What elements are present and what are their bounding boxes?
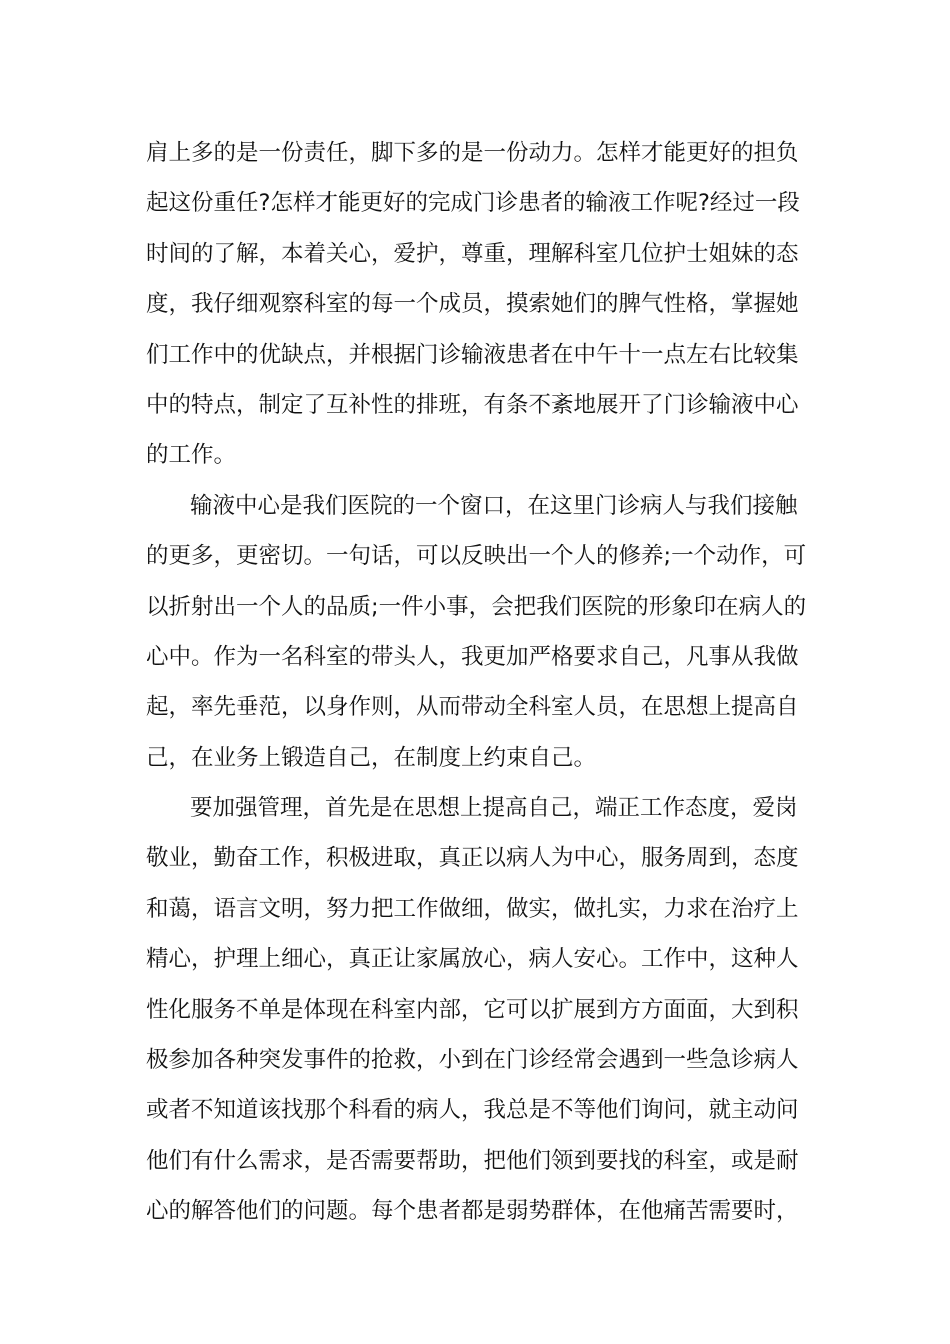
text-line: 输液中心是我们医院的一个窗口，在这里门诊病人与我们接触 [190,492,798,519]
text-line: 心中。作为一名科室的带头人，我更加严格要求自己，凡事从我做 [146,643,799,670]
text-line: 或者不知道该找那个科看的病人，我总是不等他们询问，就主动问 [146,1097,799,1124]
text-line: 性化服务不单是体现在科室内部，它可以扩展到方方面面，大到积 [146,996,799,1023]
text-line: 起这份重任?怎样才能更好的完成门诊患者的输液工作呢?经过一段 [146,190,800,217]
text-line: 和蔼，语言文明，努力把工作做细，做实，做扎实，力求在治疗上 [146,895,799,922]
paragraph-3 [146,783,806,1237]
text-line: 起，率先垂范，以身作则，从而带动全科室人员，在思想上提高自 [146,694,799,721]
text-line: 极参加各种突发事件的抢救，小到在门诊经常会遇到一些急诊病人 [146,1047,799,1074]
text-line: 肩上多的是一份责任，脚下多的是一份动力。怎样才能更好的担负 [146,140,799,166]
text-line: 中的特点，制定了互补性的排班，有条不紊地展开了门诊输液中心 [146,391,799,418]
text-line: 以折射出一个人的品质;一件小事，会把我们医院的形象印在病人的 [146,593,807,620]
text-line: 们工作中的优缺点，并根据门诊输液患者在中午十一点左右比较集 [146,341,799,368]
text-line: 他们有什么需求，是否需要帮助，把他们领到要找的科室，或是耐 [146,1147,799,1174]
text-line: 时间的了解，本着关心，爱护，尊重，理解科室几位护士姐妹的态 [146,240,799,267]
text-line: 己，在业务上锻造自己，在制度上约束自己。 [146,744,597,771]
text-line: 精心，护理上细心，真正让家属放心，病人安心。工作中，这种人 [146,946,799,973]
text-line: 心的解答他们的问题。每个患者都是弱势群体，在他痛苦需要时， [146,1198,799,1225]
text-line: 的更多，更密切。一句话，可以反映出一个人的修养;一个动作，可 [146,543,807,570]
text-line: 敬业，勤奋工作，积极进取，真正以病人为中心，服务周到，态度 [146,845,799,872]
document-body [146,128,806,1237]
text-line: 要加强管理，首先是在思想上提高自己，端正工作态度，爱岗 [190,795,798,822]
paragraph-2 [146,481,806,783]
text-line: 的工作。 [146,442,237,469]
paragraph-1 [146,128,806,481]
text-line: 度，我仔细观察科室的每一个成员，摸索她们的脾气性格，掌握她 [146,291,799,318]
